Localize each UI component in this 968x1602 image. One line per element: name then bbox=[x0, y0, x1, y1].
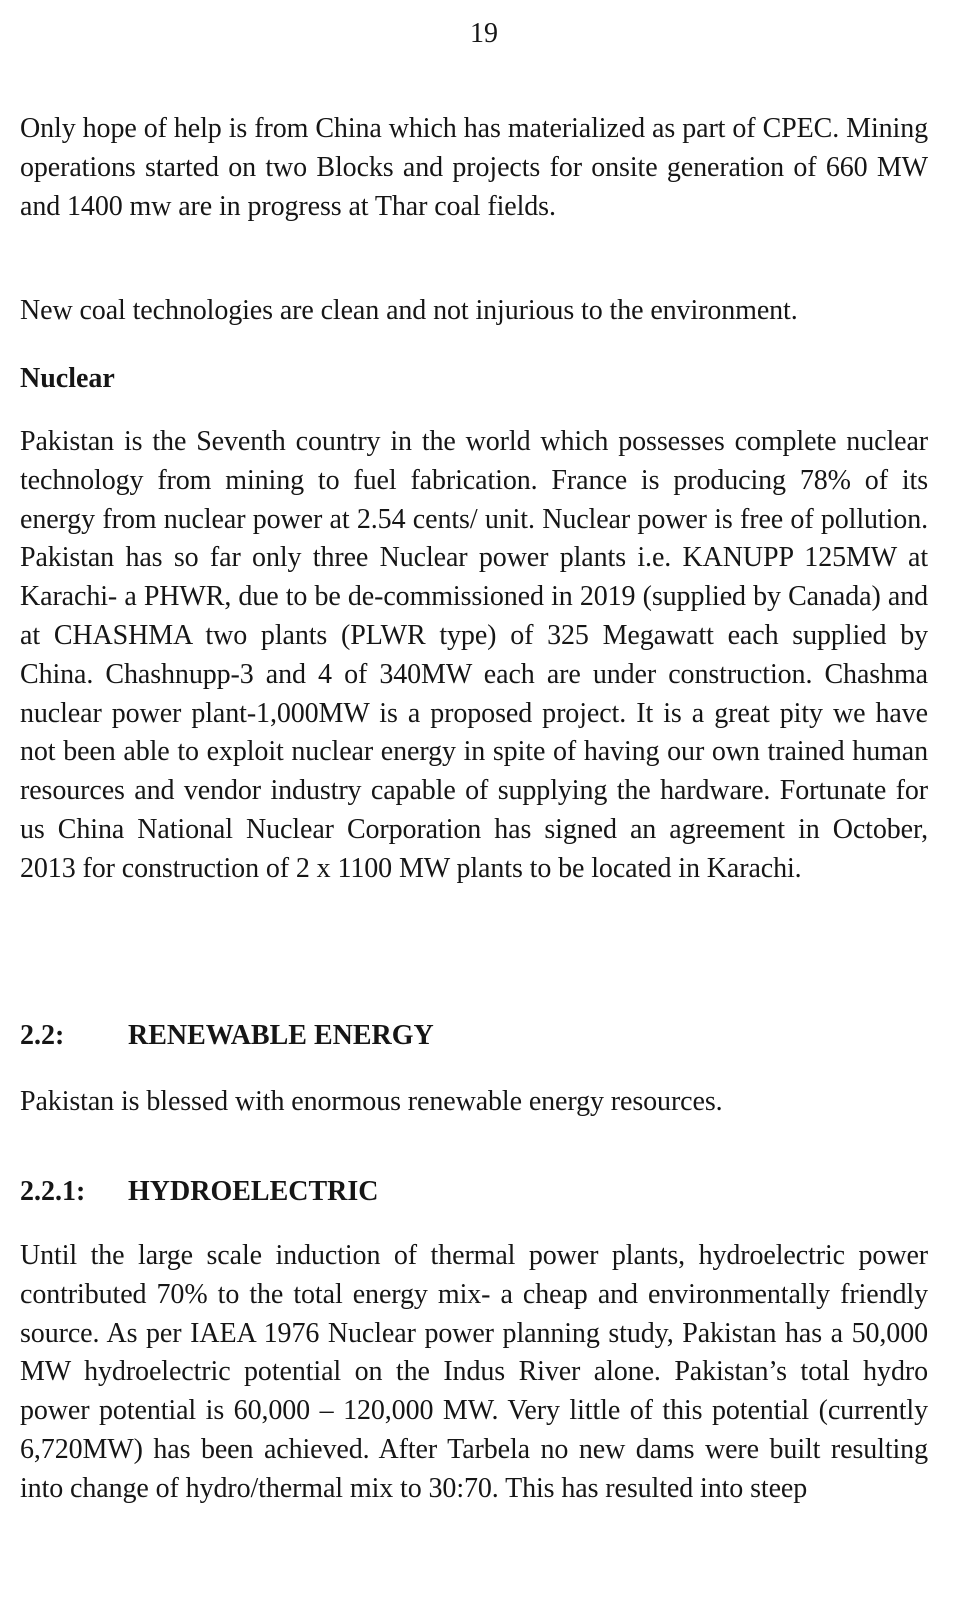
coal-paragraph: New coal technologies are clean and not injurious to the environment. bbox=[20, 295, 798, 326]
section-number: 2.2: bbox=[20, 1020, 65, 1051]
intro-paragraph: Only hope of help is from China which has materialized as part of CPEC. Mining operations started on two Blocks and projects for onsite generation of 660 MW and 1400 mw are in progress at Thar coal fields. bbox=[20, 113, 928, 222]
section-number: 2.2.1: bbox=[20, 1176, 86, 1207]
section-title: HYDROELECTRIC bbox=[128, 1176, 379, 1207]
section-heading-renewable bbox=[20, 1017, 928, 1055]
renewable-paragraph: Pakistan is blessed with enormous renewable energy resources. bbox=[20, 1086, 723, 1117]
nuclear-paragraph: Pakistan is the Seventh country in the world which possesses complete nuclear technology from mining to fuel fabrication. France is producing 78% of its energy from nuclear power at 2.54 cents/ unit. Nuclear power is free of pollution. Pakistan has so far only three Nuclear power plants i.e. KANUPP 125MW at Karachi- a PHWR, due to be de-commissioned in 2019 (supplied by Canada) and at CHASHMA two plants (PLWR type) of 325 Megawatt each supplied by China. Chashnupp-3 and 4 of 340MW each are under construction. Chashma nuclear power plant-1,000MW is a proposed project. It is a great pity we have not been able to exploit nuclear energy in spite of having our own trained human resources and vendor industry capable of supplying the hardware. Fortunate for us China National Nuclear Corporation has signed an agreement in October, 2013 for construction of 2 x 1100 MW plants to be located in Karachi. bbox=[20, 426, 928, 884]
page-number: 19 bbox=[470, 18, 498, 49]
section-heading-hydro bbox=[20, 1173, 928, 1211]
section-title: RENEWABLE ENERGY bbox=[128, 1020, 434, 1051]
nuclear-heading: Nuclear bbox=[20, 363, 115, 394]
hydro-paragraph: Until the large scale induction of thermal power plants, hydroelectric power contributed 70% to the total energy mix- a cheap and environmentally friendly source. As per IAEA 1976 Nuclear power planning study, Pakistan has a 50,000 MW hydroelectric potential on the Indus River alone. Pakistan’s total hydro power potential is 60,000 – 120,000 MW. Very little of this potential (currently 6,720MW) has been achieved. After Tarbela no new dams were built resulting into change of hydro/thermal mix to 30:70. This has resulted into steep bbox=[20, 1240, 928, 1504]
